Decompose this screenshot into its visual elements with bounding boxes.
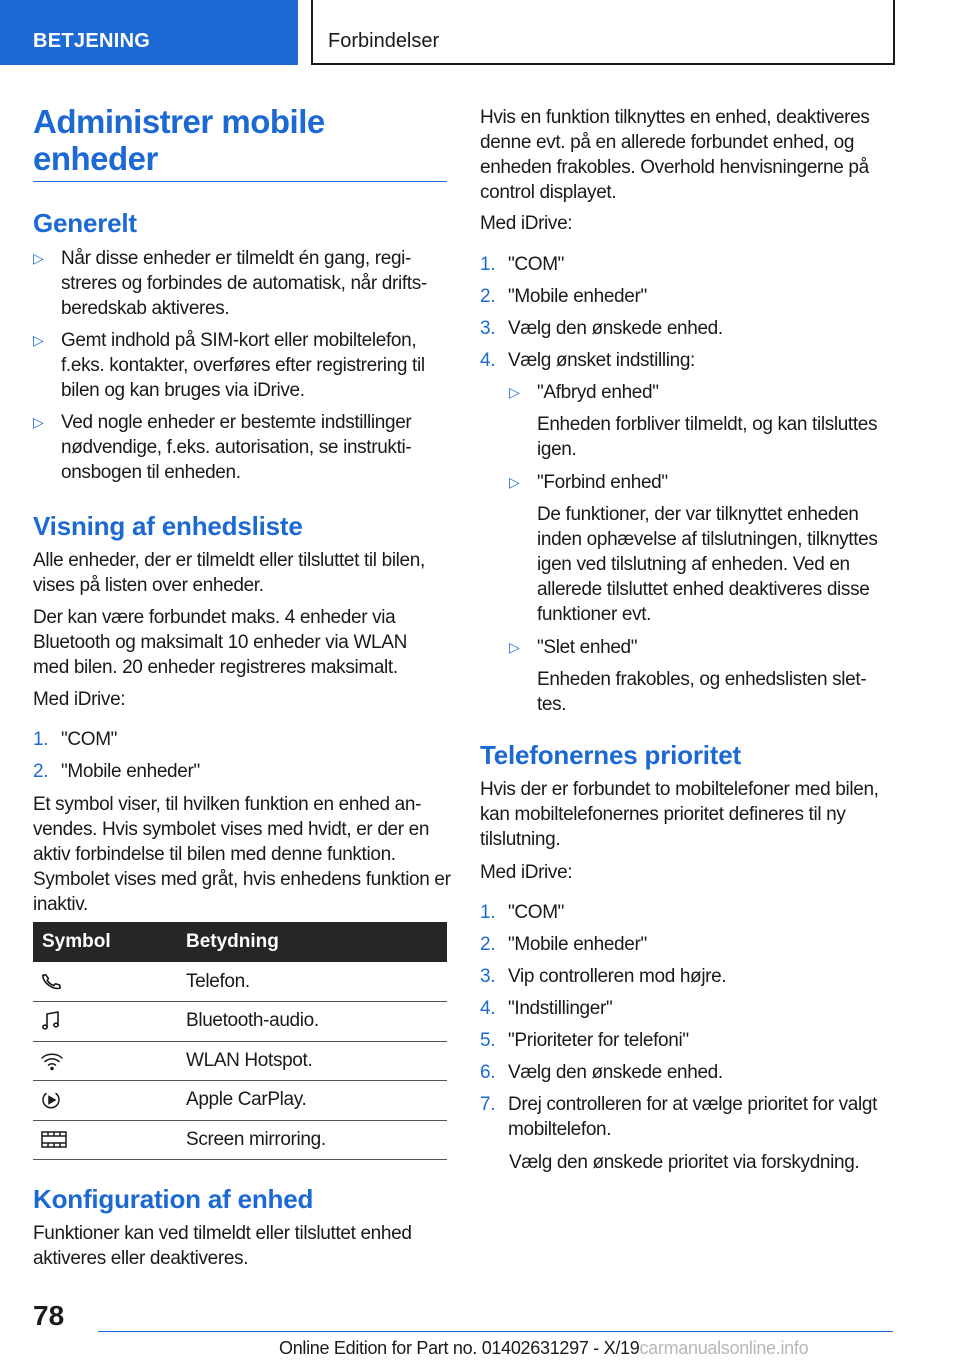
heading-device-list: Visning af enhedsliste — [33, 511, 303, 541]
step-number: 2. — [480, 934, 496, 955]
heading-general: Generelt — [33, 208, 137, 238]
triangle-bullet-icon: ▷ — [509, 384, 520, 400]
bullet-item — [33, 246, 447, 321]
option-item — [509, 380, 889, 462]
step-item — [480, 932, 647, 957]
page-number: 78 — [33, 1300, 65, 1331]
triangle-bullet-icon: ▷ — [33, 414, 44, 430]
bullet-text: Ved nogle enheder er bestemte indstillinger nødvendige, f.eks. autorisation, se instruktionsbogen til enheden. — [61, 412, 412, 483]
bullet-item — [33, 328, 447, 403]
step-text: "COM" — [508, 254, 565, 275]
step-item — [480, 316, 723, 341]
step-number: 4. — [480, 998, 496, 1019]
step-text: Vælg den ønskede enhed. — [508, 318, 723, 339]
option-label: "Slet enhed" — [537, 637, 638, 658]
table-row — [33, 1120, 447, 1160]
step-item — [480, 996, 612, 1021]
bullet-text: Gemt indhold på SIM-kort eller mobiltelefon, f.eks. kontakter, overføres efter registrering til bilen og kan bruges via iDrive. — [61, 330, 425, 401]
table-row — [33, 962, 447, 1002]
paragraph: Et symbol viser, til hvilken funktion en enhed anvendes. Hvis symbolet vises med hvidt, er der en aktiv forbindelse til bilen med denne funktion. Symbolet vises med gråt, hvis enhedens funktion er inaktiv. — [33, 794, 451, 915]
section-tab: BETJENING — [0, 0, 298, 65]
step-text: Drej controlleren for at vælge prioritet for valgt mobiltelefon. — [508, 1094, 877, 1140]
paragraph: Vælg den ønskede prioritet via forskydning. — [509, 1152, 860, 1173]
step-number: 3. — [480, 318, 496, 339]
paragraph: Hvis der er forbundet to mobiltelefoner med bilen, kan mobiltelefonernes prioritet defineres til ny tilslutning. — [480, 779, 879, 850]
bullet-text: Når disse enheder er tilmeldt én gang, registreres og forbindes de automatisk, når driftsberedskab aktiveres. — [61, 248, 428, 319]
step-item — [480, 1060, 723, 1085]
table-header-symbol: Symbol — [33, 922, 186, 962]
table-cell-meaning: Screen mirroring. — [186, 1120, 447, 1160]
step-item — [33, 759, 200, 784]
paragraph: Der kan være forbundet maks. 4 enheder via Bluetooth og maksimalt 10 enheder via WLAN med bilen. 20 enheder registreres maksimalt. — [33, 607, 407, 678]
step-item — [480, 284, 647, 309]
step-text: Vælg den ønskede enhed. — [508, 1062, 723, 1083]
step-number: 5. — [480, 1030, 496, 1051]
step-item — [480, 900, 564, 925]
step-number: 1. — [33, 729, 49, 750]
option-item — [509, 470, 889, 627]
table-row — [33, 1041, 447, 1081]
page-title: Administrer mobile enheder — [33, 103, 325, 177]
step-number: 4. — [480, 350, 496, 371]
watermark-text: carmanualsonline.info — [639, 1338, 809, 1358]
table-header-meaning: Betydning — [186, 922, 447, 962]
step-item — [480, 252, 564, 277]
screen-mirroring-icon — [40, 1129, 186, 1151]
step-number: 2. — [33, 761, 49, 782]
step-text: "COM" — [508, 902, 565, 923]
option-label: "Forbind enhed" — [537, 472, 668, 493]
option-label: "Afbryd enhed" — [537, 382, 659, 403]
symbol-table — [33, 922, 447, 1160]
step-text: Vælg ønsket indstilling: — [508, 350, 695, 371]
table-cell-meaning: Bluetooth-audio. — [186, 1002, 447, 1042]
triangle-bullet-icon: ▷ — [33, 332, 44, 348]
paragraph: Alle enheder, der er tilmeldt eller tilsluttet til bilen, vises på listen over enheder. — [33, 550, 425, 596]
step-text: "Indstillinger" — [508, 998, 613, 1019]
triangle-bullet-icon: ▷ — [33, 250, 44, 266]
table-cell-meaning: WLAN Hotspot. — [186, 1041, 447, 1081]
option-description: Enheden forbliver tilmeldt, og kan tilsluttes igen. — [537, 414, 878, 460]
option-description: Enheden frakobles, og enhedslisten slettes. — [537, 669, 867, 715]
paragraph: Med iDrive: — [480, 213, 573, 234]
heading-phone-priority: Telefonernes prioritet — [480, 740, 741, 770]
phone-icon — [40, 971, 186, 993]
paragraph: Hvis en funktion tilknyttes en enhed, deaktiveres denne evt. på en allerede forbundet enhed, og enheden frakobles. Overhold henvisningerne på control displayet. — [480, 107, 870, 203]
triangle-bullet-icon: ▷ — [509, 474, 520, 490]
wifi-icon — [40, 1050, 186, 1072]
step-text: "Mobile enheder" — [508, 934, 647, 955]
step-text: "COM" — [61, 729, 118, 750]
step-text: "Mobile enheder" — [61, 761, 200, 782]
edition-text: Online Edition for Part no. 01402631297 - X/19 — [279, 1338, 640, 1358]
footer-text — [279, 1338, 808, 1359]
step-text: "Prioriteter for telefoni" — [508, 1030, 689, 1051]
paragraph: Funktioner kan ved tilmeldt eller tilsluttet enhed aktiveres eller deaktiveres. — [33, 1223, 412, 1269]
table-row — [33, 1002, 447, 1042]
table-header-row — [33, 922, 447, 962]
heading-configuration: Konfiguration af enhed — [33, 1184, 314, 1214]
bullet-item — [33, 410, 447, 485]
step-text: Vip controlleren mod højre. — [508, 966, 727, 987]
chapter-title: Forbindelser — [311, 0, 895, 65]
step-number: 1. — [480, 254, 496, 275]
footer-divider — [98, 1331, 893, 1332]
step-number: 2. — [480, 286, 496, 307]
music-note-icon — [40, 1010, 186, 1032]
step-number: 7. — [480, 1094, 496, 1115]
step-item — [33, 727, 117, 752]
title-divider — [33, 181, 447, 182]
triangle-bullet-icon: ▷ — [509, 639, 520, 655]
carplay-icon — [40, 1089, 186, 1111]
step-number: 6. — [480, 1062, 496, 1083]
option-description: De funktioner, der var tilknyttet enheden inden ophævelse af tilslutningen, tilknyttes igen ved tilslutning af enheden. Ved en allerede tilsluttet enhed deaktiveres disse funktioner evt. — [537, 504, 878, 625]
step-number: 3. — [480, 966, 496, 987]
step-item — [480, 1092, 880, 1142]
step-text: "Mobile enheder" — [508, 286, 647, 307]
table-row — [33, 1081, 447, 1121]
table-cell-meaning: Apple CarPlay. — [186, 1081, 447, 1121]
option-item — [509, 635, 889, 717]
step-item — [480, 1028, 689, 1053]
step-item — [480, 348, 695, 373]
paragraph: Med iDrive: — [33, 689, 126, 710]
table-cell-meaning: Telefon. — [186, 962, 447, 1002]
step-number: 1. — [480, 902, 496, 923]
step-item — [480, 964, 726, 989]
paragraph: Med iDrive: — [480, 862, 573, 883]
